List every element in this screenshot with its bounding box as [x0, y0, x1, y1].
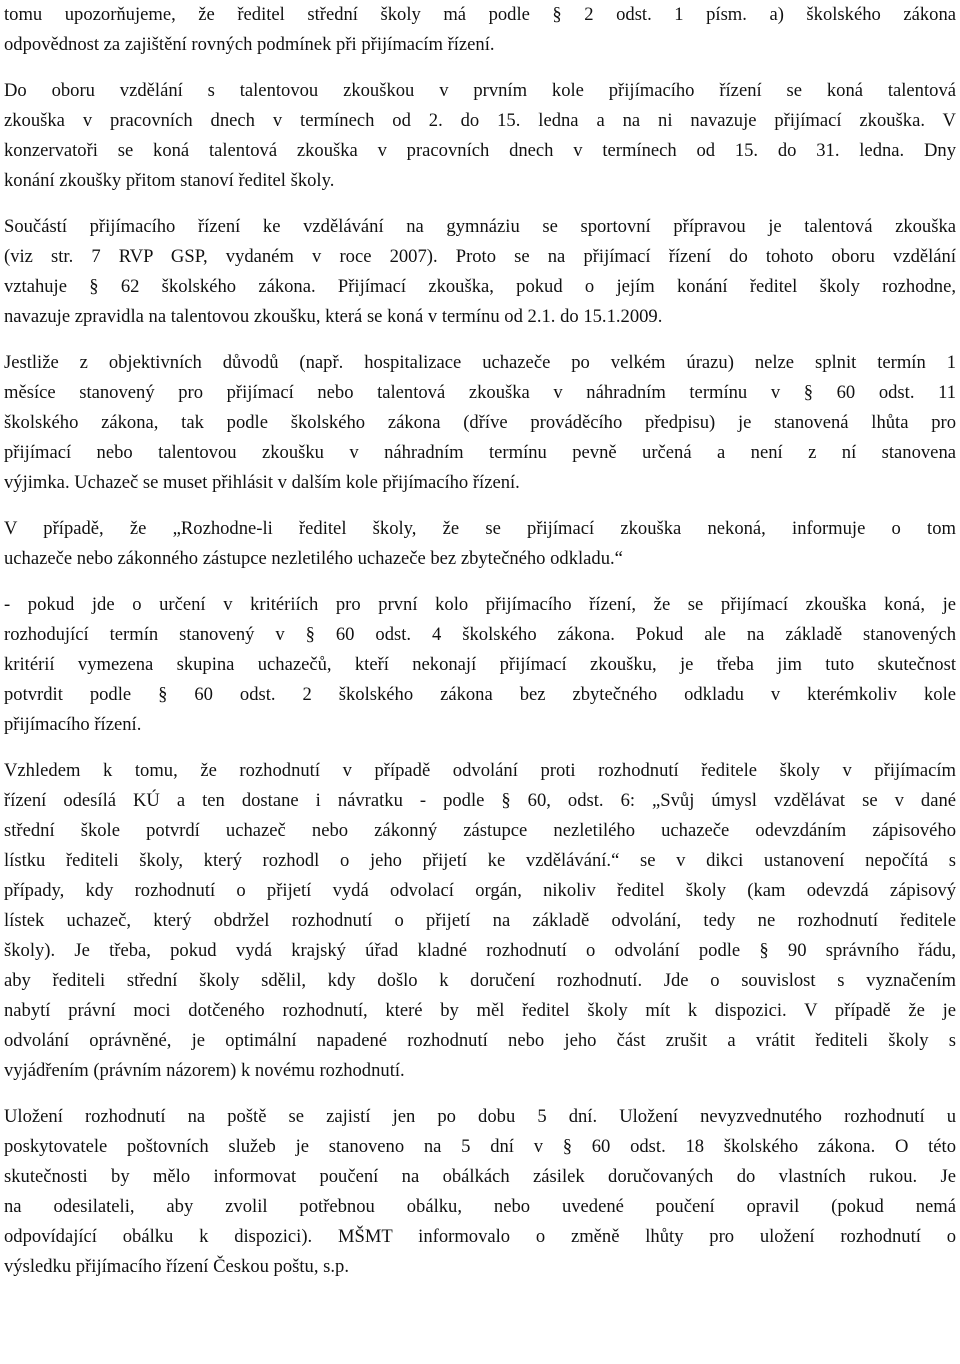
text-line: řízení odesílá KÚ a ten dostane i návratku - podle § 60, odst. 6: „Svůj úmysl vzdělávat se v dané [4, 790, 956, 811]
text-line: aby řediteli střední školy sdělil, kdy došlo k doručení rozhodnutí. Jde o souvislost s vyznačením [4, 970, 956, 991]
paragraph-8 [4, 1102, 956, 1282]
text-line: Uložení rozhodnutí na poště se zajistí jen po dobu 5 dní. Uložení nevyzvednutého rozhodnutí u [4, 1106, 956, 1127]
text-line: přijímací nebo talentovou zkoušku v náhradním termínu pevně určená a není z ní stanovena [4, 442, 956, 463]
text-line: na odesilateli, aby zvolil potřebnou obálku, nebo uvedené poučení opravil (pokud nemá [4, 1196, 956, 1217]
text-line: Vzhledem k tomu, že rozhodnutí v případě odvolání proti rozhodnutí ředitele školy v přijímacím [4, 760, 956, 781]
text-line: střední škole potvrdí uchazeč nebo zákonný zástupce nezletilého uchazeče odevzdáním zápisového [4, 820, 956, 841]
text-line: - pokud jde o určení v kritériích pro první kolo přijímacího řízení, že se přijímací zkouška koná, je [4, 594, 956, 615]
text-line: lístku řediteli školy, který rozhodl o jeho přijetí ke vzdělávání.“ se v dikci ustanovení nepočítá s [4, 850, 956, 871]
paragraph-3 [4, 212, 956, 332]
text-line: odpovědnost za zajištění rovných podmínek při přijímacím řízení. [4, 34, 495, 55]
text-line: zkouška v pracovních dnech v termínech od 2. do 15. ledna a na ni navazuje přijímací zkouška. V [4, 110, 956, 131]
text-line: výjimka. Uchazeč se muset přihlásit v dalším kole přijímacího řízení. [4, 472, 520, 493]
text-line: přijímacího řízení. [4, 714, 142, 735]
text-line: V případě, že „Rozhodne-li ředitel školy, že se přijímací zkouška nekoná, informuje o tom [4, 518, 956, 539]
text-line: školského zákona, tak podle školského zákona (dříve prováděcího předpisu) je stanovená lhůta pro [4, 412, 956, 433]
text-line: odvolání oprávněné, je optimální napadené rozhodnutí nebo jeho část zrušit a vrátit řediteli školy s [4, 1030, 956, 1051]
text-line: měsíce stanovený pro přijímací nebo talentová zkouška v náhradním termínu v § 60 odst. 11 [4, 382, 956, 403]
text-line: potvrdit podle § 60 odst. 2 školského zákona bez zbytečného odkladu v kterémkoliv kole [4, 684, 956, 705]
text-line: tomu upozorňujeme, že ředitel střední školy má podle § 2 odst. 1 písm. a) školského zákona [4, 4, 956, 25]
text-line: vztahuje § 62 školského zákona. Přijímací zkouška, pokud o jejím konání ředitel školy rozhodne, [4, 276, 956, 297]
text-line: navazuje zpravidla na talentovou zkoušku, která se koná v termínu od 2.1. do 15.1.2009. [4, 306, 663, 327]
paragraph-2 [4, 76, 956, 196]
text-line: nabytí právní moci dotčeného rozhodnutí, které by měl ředitel školy mít k dispozici. V případě že je [4, 1000, 956, 1021]
paragraph-1 [4, 0, 956, 60]
text-line: (viz str. 7 RVP GSP, vydaném v roce 2007). Proto se na přijímací řízení do tohoto oboru vzdělání [4, 246, 956, 267]
text-line: rozhodující termín stanovený v § 60 odst. 4 školského zákona. Pokud ale na základě stanovených [4, 624, 956, 645]
document-page [4, 0, 956, 1282]
text-line: kritérií vymezena skupina uchazečů, kteří nekonají přijímací zkoušku, je třeba jim tuto skutečnost [4, 654, 956, 675]
text-line: skutečnosti by mělo informovat poučení na obálkách zásilek doručovaných do vlastních rukou. Je [4, 1166, 956, 1187]
paragraph-4 [4, 348, 956, 498]
text-line: odpovídající obálku k dispozici). MŠMT informovalo o změně lhůty pro uložení rozhodnutí o [4, 1226, 956, 1247]
text-line: výsledku přijímacího řízení Českou poštu, s.p. [4, 1256, 349, 1277]
text-line: školy). Je třeba, pokud vydá krajský úřad kladné rozhodnutí o odvolání podle § 90 správního řádu, [4, 940, 956, 961]
text-line: lístek uchazeč, který obdržel rozhodnutí o přijetí na základě odvolání, tedy ne rozhodnutí ředitele [4, 910, 956, 931]
text-line: Do oboru vzdělání s talentovou zkouškou v prvním kole přijímacího řízení se koná talentová [4, 80, 956, 101]
text-line: konzervatoři se koná talentová zkouška v pracovních dnech v termínech od 15. do 31. ledna. Dny [4, 140, 956, 161]
text-line: Jestliže z objektivních důvodů (např. hospitalizace uchazeče po velkém úrazu) nelze splnit termín 1 [4, 352, 956, 373]
paragraph-5 [4, 514, 956, 574]
text-line: vyjádřením (právním názorem) k novému rozhodnutí. [4, 1060, 405, 1081]
text-line: případy, kdy rozhodnutí o přijetí vydá odvolací orgán, nikoliv ředitel školy (kam odevzdá zápisový [4, 880, 956, 901]
paragraph-7 [4, 756, 956, 1086]
text-line: konání zkoušky přitom stanoví ředitel školy. [4, 170, 335, 191]
text-line: poskytovatele poštovních služeb je stanoveno na 5 dní v § 60 odst. 18 školského zákona. O této [4, 1136, 956, 1157]
paragraph-6 [4, 590, 956, 740]
text-line: uchazeče nebo zákonného zástupce nezletilého uchazeče bez zbytečného odkladu.“ [4, 548, 623, 569]
text-line: Součástí přijímacího řízení ke vzdělávání na gymnáziu se sportovní přípravou je talentová zkouška [4, 216, 956, 237]
